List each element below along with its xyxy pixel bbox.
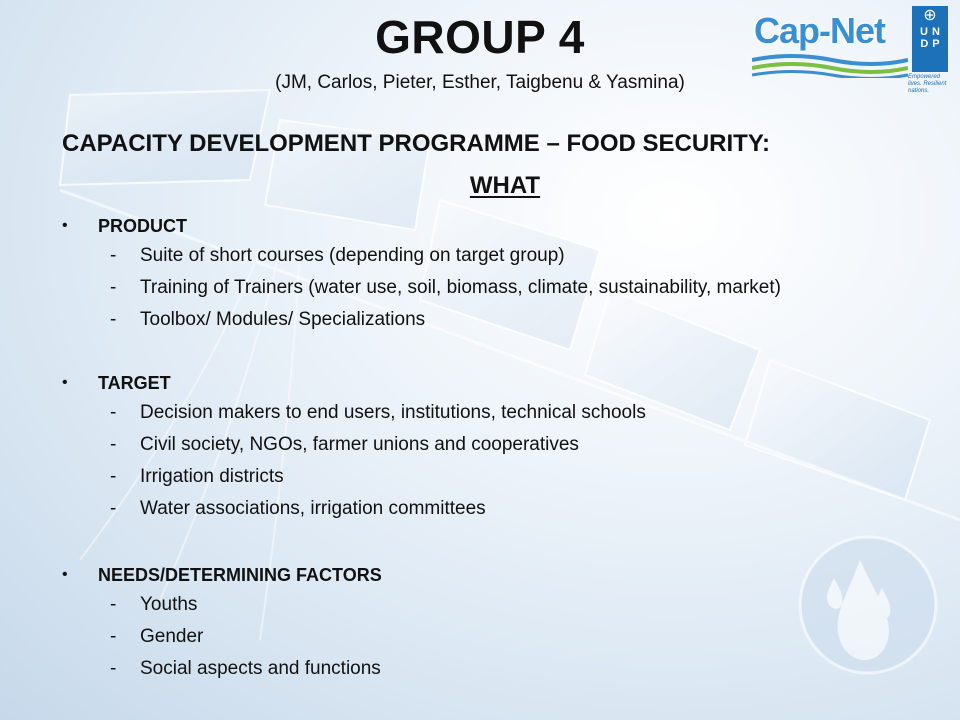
bullet-icon: •: [62, 217, 68, 234]
list-item: - Water associations, irrigation committees: [110, 498, 486, 519]
section-needs: [62, 561, 382, 685]
section-label: TARGET: [98, 372, 171, 393]
section-label: PRODUCT: [98, 215, 187, 236]
water-drop-emblem: [800, 537, 936, 673]
slide-title: GROUP 4: [375, 11, 585, 63]
section-target: [62, 369, 646, 525]
cap-net-wordmark: Cap-Net: [754, 10, 886, 51]
section-subheading: WHAT: [469, 172, 541, 199]
list-item: - Training of Trainers (water use, soil, biomass, climate, sustainability, market): [110, 277, 781, 298]
slide-subtitle: (JM, Carlos, Pieter, Esther, Taigbenu & Yasmina): [275, 72, 685, 93]
undp-letters: UN DP: [920, 26, 944, 50]
un-emblem-icon: ⊕: [923, 7, 937, 24]
list-item: - Decision makers to end users, institutions, technical schools: [110, 402, 646, 423]
section-product: [62, 212, 781, 336]
list-item: - Gender: [110, 626, 204, 647]
section-label: NEEDS/DETERMINING FACTORS: [98, 564, 382, 585]
list-item: - Social aspects and functions: [110, 658, 381, 679]
bullet-icon: •: [62, 374, 68, 391]
section-heading: CAPACITY DEVELOPMENT PROGRAMME – FOOD SECURITY:: [62, 130, 771, 157]
undp-tagline: Empowered lives. Resilient nations.: [908, 74, 947, 94]
list-item: - Toolbox/ Modules/ Specializations: [110, 309, 426, 330]
list-item: - Suite of short courses (depending on target group): [110, 245, 565, 266]
list-item: - Irrigation districts: [110, 466, 284, 487]
list-item: - Civil society, NGOs, farmer unions and cooperatives: [110, 434, 579, 455]
list-item: - Youths: [110, 594, 198, 615]
bullet-icon: •: [62, 566, 68, 583]
